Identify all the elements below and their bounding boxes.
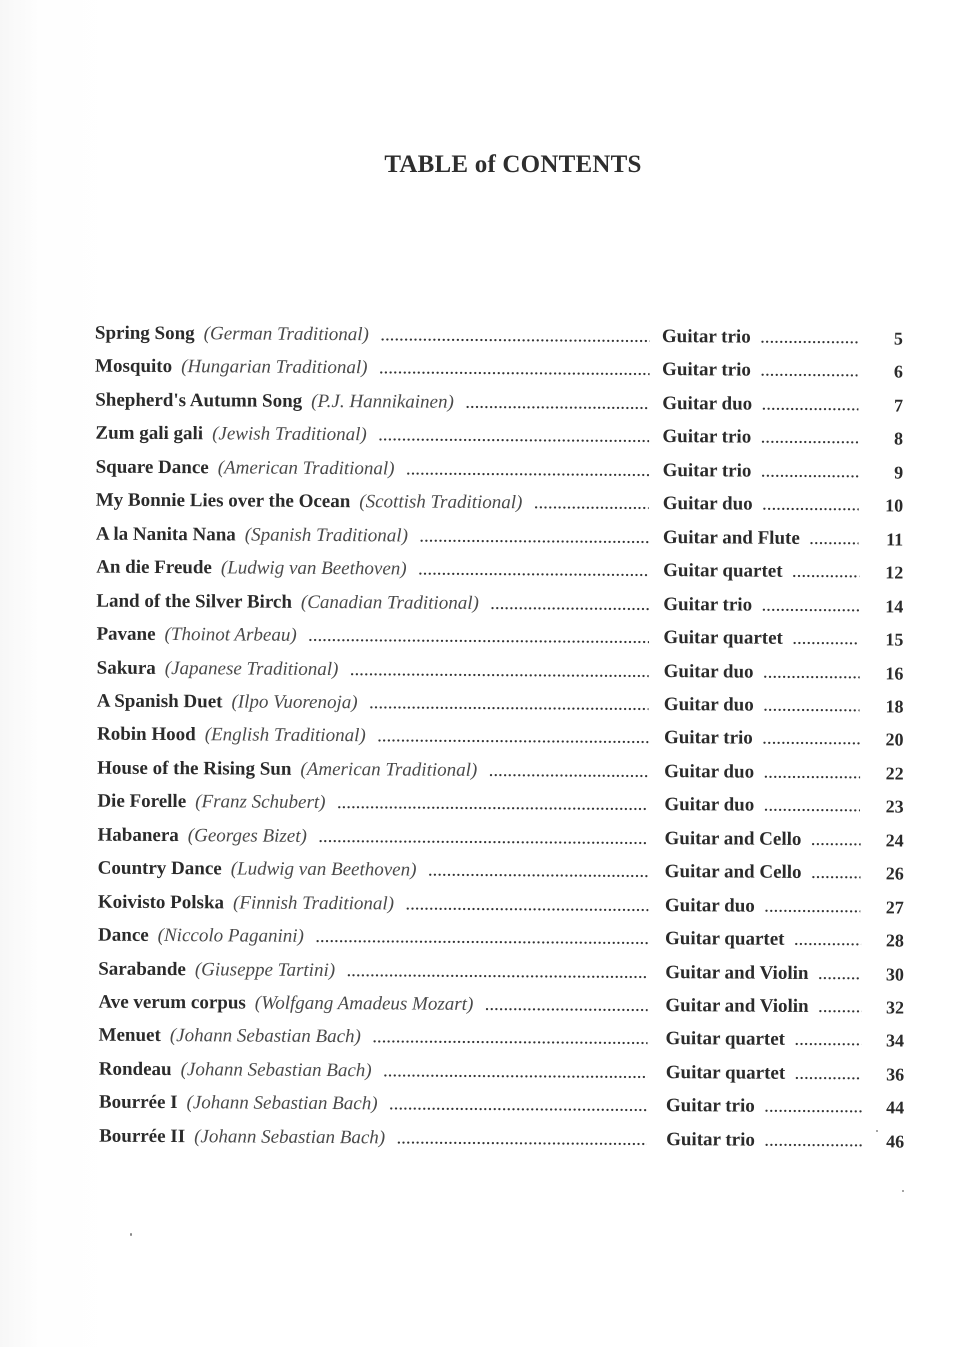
song-title: Shepherd's Autumn Song: [95, 389, 303, 412]
page-number: 20: [885, 729, 904, 750]
toc-entry-title-group: [99, 1121, 647, 1154]
dot-leader: [534, 491, 649, 520]
dot-leader: [489, 758, 648, 787]
toc-entry: [0, 552, 959, 588]
dot-leader: [762, 592, 859, 621]
toc-entry: [0, 1054, 955, 1090]
song-title: My Bonnie Lies over the Ocean: [95, 489, 351, 513]
dot-leader: [761, 358, 858, 387]
composer: (Scottish Traditional): [359, 491, 523, 514]
toc-entry: [0, 786, 957, 822]
composer: (German Traditional): [203, 323, 369, 346]
ensemble: Guitar duo: [664, 894, 755, 917]
page-number: 15: [885, 629, 904, 650]
dot-leader: [381, 322, 650, 352]
ensemble: Guitar trio: [665, 1095, 755, 1117]
ensemble: Guitar and Cello: [664, 861, 802, 884]
dot-leader: [378, 724, 649, 754]
song-title: An die Freude: [96, 556, 212, 579]
dot-leader: [309, 623, 649, 653]
composer: (Ludwig van Beethoven): [230, 858, 417, 881]
composer: (Thoinot Arbeau): [164, 624, 297, 646]
dot-leader: [764, 760, 860, 789]
page-number: 22: [885, 763, 904, 784]
toc-entry: [0, 619, 958, 655]
ensemble: Guitar duo: [662, 493, 753, 515]
ensemble: Guitar trio: [662, 426, 752, 448]
toc-entry: [0, 954, 956, 990]
dot-leader: [406, 891, 648, 920]
dot-leader: [792, 559, 859, 587]
toc-entry-title-group: [97, 720, 649, 753]
song-title: A la Nanita Nana: [95, 523, 236, 546]
ensemble-group: [663, 456, 859, 487]
song-title: Dance: [97, 924, 149, 947]
toc-entry: [0, 820, 957, 856]
toc-entry-title-group: [98, 921, 648, 954]
dot-leader: [337, 790, 648, 820]
dot-leader: [795, 1061, 862, 1089]
dot-leader: [379, 356, 649, 386]
ensemble: Guitar and Violin: [665, 995, 809, 1017]
toc-entry-title-group: [98, 854, 649, 887]
ensemble-group: [664, 723, 860, 754]
toc-entry-title-group: [98, 954, 648, 987]
ensemble-group: [665, 857, 861, 888]
ensemble: Guitar duo: [663, 693, 754, 716]
ensemble-group: [662, 322, 858, 353]
dot-leader: [373, 1025, 648, 1055]
song-title: Sakura: [96, 657, 156, 679]
toc-entry-title-group: [96, 553, 649, 586]
ensemble: Guitar duo: [663, 660, 754, 683]
page-number: 10: [885, 495, 904, 516]
page-number: 12: [885, 562, 904, 583]
dot-leader: [794, 927, 861, 955]
dot-leader: [420, 523, 649, 552]
ensemble-group: [664, 657, 860, 688]
ensemble: Guitar trio: [662, 359, 751, 382]
song-title: Mosquito: [95, 356, 173, 378]
dot-leader: [319, 824, 649, 854]
composer: (Canadian Traditional): [300, 591, 479, 614]
ensemble: Guitar quartet: [663, 627, 783, 649]
page-number: 44: [886, 1097, 905, 1118]
page-number: 9: [894, 462, 904, 483]
composer: (Niccolo Paganini): [157, 925, 304, 947]
toc-entry: [0, 1121, 955, 1157]
song-title: Habanera: [97, 824, 179, 846]
song-title: Ave verum corpus: [98, 991, 246, 1014]
dot-leader: [810, 526, 859, 554]
page-number: 36: [886, 1064, 905, 1085]
ensemble-group: [664, 790, 860, 821]
toc-entry-title-group: [96, 620, 649, 653]
page-number: 8: [893, 428, 904, 449]
toc-entry-title-group: [99, 1055, 648, 1088]
dot-leader: [765, 1127, 862, 1156]
ensemble: Guitar trio: [663, 727, 753, 749]
song-title: Bourrée I: [98, 1091, 178, 1114]
scan-speck: [902, 1190, 904, 1192]
page-number: 26: [885, 863, 904, 884]
ensemble-group: [663, 489, 859, 520]
composer: (American Traditional): [300, 758, 478, 781]
dot-leader: [761, 425, 858, 454]
toc-entry: [0, 920, 956, 956]
dot-leader: [764, 693, 860, 722]
ensemble: Guitar quartet: [664, 928, 785, 950]
dot-leader: [763, 726, 860, 755]
toc-entry: [0, 753, 957, 789]
table-of-contents: [0, 318, 960, 1152]
toc-entry: [0, 586, 958, 622]
dot-leader: [347, 958, 648, 988]
page-number: 30: [885, 963, 905, 985]
dot-leader: [793, 626, 860, 654]
toc-entry: [0, 987, 956, 1023]
page-number: 5: [893, 328, 903, 349]
song-title: Bourrée II: [99, 1125, 186, 1147]
song-title: Robin Hood: [96, 723, 196, 746]
page-number: 18: [885, 696, 904, 717]
composer: (Spanish Traditional): [244, 524, 409, 547]
dot-leader: [379, 423, 650, 453]
ensemble: Guitar and Cello: [664, 827, 802, 850]
toc-entry-title-group: [97, 820, 648, 853]
toc-entry: [0, 418, 959, 454]
dot-leader: [811, 827, 860, 855]
page-number: 6: [893, 361, 903, 382]
ensemble: Guitar quartet: [665, 1061, 786, 1084]
toc-entry: [0, 1020, 956, 1056]
ensemble-group: [663, 623, 859, 654]
toc-entry-title-group: [97, 753, 649, 786]
dot-leader: [350, 657, 649, 687]
ensemble: Guitar trio: [661, 326, 751, 348]
composer: (American Traditional): [217, 457, 395, 480]
song-title: Pavane: [96, 623, 156, 646]
song-title: Die Forelle: [97, 790, 187, 813]
composer: (Georges Bizet): [187, 824, 307, 847]
ensemble: Guitar quartet: [665, 1028, 786, 1051]
page-number: 7: [893, 395, 904, 416]
song-title: Land of the Silver Birch: [96, 590, 293, 613]
dot-leader: [763, 659, 859, 688]
page-number: 24: [885, 830, 904, 851]
composer: (Johann Sebastian Bach): [186, 1092, 378, 1115]
ensemble-group: [664, 690, 860, 721]
dot-leader: [491, 591, 649, 620]
ensemble-group: [665, 924, 861, 955]
dot-leader: [761, 325, 858, 354]
song-title: A Spanish Duet: [96, 690, 223, 713]
song-title: Menuet: [98, 1025, 161, 1047]
dot-leader: [765, 893, 861, 922]
composer: (Wolfgang Amadeus Mozart): [254, 992, 474, 1015]
dot-leader: [389, 1092, 647, 1122]
toc-entry-title-group: [96, 452, 650, 485]
toc-entry-title-group: [96, 586, 649, 619]
ensemble-group: [663, 523, 859, 554]
toc-entry: [0, 385, 960, 421]
ensemble: Guitar and Flute: [662, 526, 800, 549]
ensemble-group: [665, 891, 861, 922]
toc-entry-title-group: [97, 687, 649, 720]
page-number: 34: [885, 1030, 905, 1051]
dot-leader: [397, 1125, 647, 1155]
dot-leader: [762, 392, 858, 421]
ensemble-group: [664, 824, 860, 855]
composer: (Johann Sebastian Bach): [180, 1059, 372, 1082]
toc-entry-title-group: [98, 887, 648, 920]
toc-entry: [0, 686, 958, 722]
dot-leader: [763, 492, 859, 521]
page-number: 46: [886, 1131, 905, 1152]
toc-entry-title-group: [95, 385, 650, 418]
toc-entry-title-group: [98, 1021, 647, 1054]
dot-leader: [485, 992, 648, 1021]
ensemble: Guitar quartet: [663, 560, 783, 582]
composer: (English Traditional): [204, 724, 366, 747]
dot-leader: [406, 456, 649, 485]
song-title: House of the Rising Sun: [97, 757, 292, 780]
toc-entry-title-group: [95, 419, 649, 452]
dot-leader: [428, 858, 648, 887]
ensemble-group: [663, 556, 859, 587]
dot-leader: [765, 1094, 862, 1123]
ensemble: Guitar duo: [662, 392, 753, 415]
composer: (P.J. Hannikainen): [311, 390, 454, 413]
dot-leader: [466, 390, 650, 419]
dot-leader: [819, 994, 862, 1022]
page-number: 16: [885, 662, 904, 684]
toc-entry: [0, 652, 958, 688]
toc-entry: [0, 719, 958, 755]
ensemble-group: [665, 1025, 861, 1056]
page-number: 14: [885, 596, 904, 617]
dot-leader: [761, 458, 858, 487]
toc-entry: [0, 351, 960, 387]
ensemble-group: [662, 389, 858, 420]
ensemble-group: [663, 590, 859, 621]
toc-entry: [0, 485, 959, 521]
song-title: Zum gali gali: [95, 422, 204, 445]
ensemble-group: [666, 1058, 862, 1089]
song-title: Koivisto Polska: [97, 891, 225, 914]
ensemble: Guitar trio: [663, 593, 753, 616]
composer: (Johann Sebastian Bach): [194, 1125, 386, 1149]
toc-entry-title-group: [98, 988, 648, 1021]
composer: (Giuseppe Tartini): [194, 958, 336, 981]
dot-leader: [384, 1058, 648, 1088]
composer: (Jewish Traditional): [212, 423, 367, 446]
composer: (Ludwig van Beethoven): [220, 557, 407, 580]
dot-leader: [419, 557, 650, 586]
ensemble-group: [665, 958, 861, 989]
composer: (Ilpo Vuorenoja): [231, 691, 358, 714]
dot-leader: [316, 924, 648, 954]
page-number: 28: [885, 930, 904, 951]
composer: (Hungarian Traditional): [181, 356, 368, 379]
toc-entry: [0, 887, 957, 923]
ensemble-group: [666, 1091, 862, 1122]
dot-leader: [818, 961, 861, 989]
dot-leader: [370, 690, 649, 720]
scan-speck: [876, 1130, 878, 1132]
composer: (Japanese Traditional): [164, 657, 339, 680]
song-title: Spring Song: [94, 322, 195, 345]
toc-entry-title-group: [97, 787, 648, 820]
composer: (Franz Schubert): [195, 791, 326, 814]
ensemble-group: [665, 991, 861, 1022]
page-number: 23: [885, 796, 904, 817]
toc-entry: [0, 318, 960, 354]
scan-speck: [130, 1233, 132, 1236]
toc-entry: [0, 519, 959, 555]
page-number: 11: [886, 529, 904, 550]
page-title: TABLE of CONTENTS: [384, 151, 642, 178]
dot-leader: [811, 860, 860, 888]
ensemble: Guitar duo: [664, 760, 755, 783]
composer: (Johann Sebastian Bach): [169, 1025, 361, 1048]
dot-leader: [795, 1027, 862, 1055]
ensemble: Guitar and Violin: [665, 961, 809, 984]
toc-entry-title-group: [96, 519, 649, 552]
ensemble: Guitar trio: [666, 1128, 756, 1151]
dot-leader: [764, 793, 860, 822]
page-number: 27: [885, 897, 904, 918]
ensemble-group: [662, 422, 858, 453]
song-title: Rondeau: [98, 1058, 172, 1080]
song-title: Square Dance: [95, 456, 209, 479]
toc-entry: [0, 853, 957, 889]
ensemble: Guitar trio: [662, 459, 752, 482]
toc-entry-title-group: [95, 319, 650, 352]
song-title: Sarabande: [98, 958, 186, 980]
composer: (Finnish Traditional): [232, 892, 395, 915]
ensemble-group: [666, 1125, 862, 1156]
toc-entry-title-group: [99, 1088, 648, 1121]
ensemble-group: [662, 355, 858, 386]
ensemble: Guitar duo: [664, 794, 755, 816]
toc-entry-title-group: [95, 352, 650, 385]
ensemble-group: [664, 757, 860, 788]
toc-entry-title-group: [97, 653, 649, 686]
toc-entry-title-group: [96, 486, 650, 519]
song-title: Country Dance: [97, 857, 222, 880]
page-number: 32: [885, 997, 905, 1018]
toc-entry: [0, 452, 959, 488]
toc-entry: [0, 1087, 955, 1123]
